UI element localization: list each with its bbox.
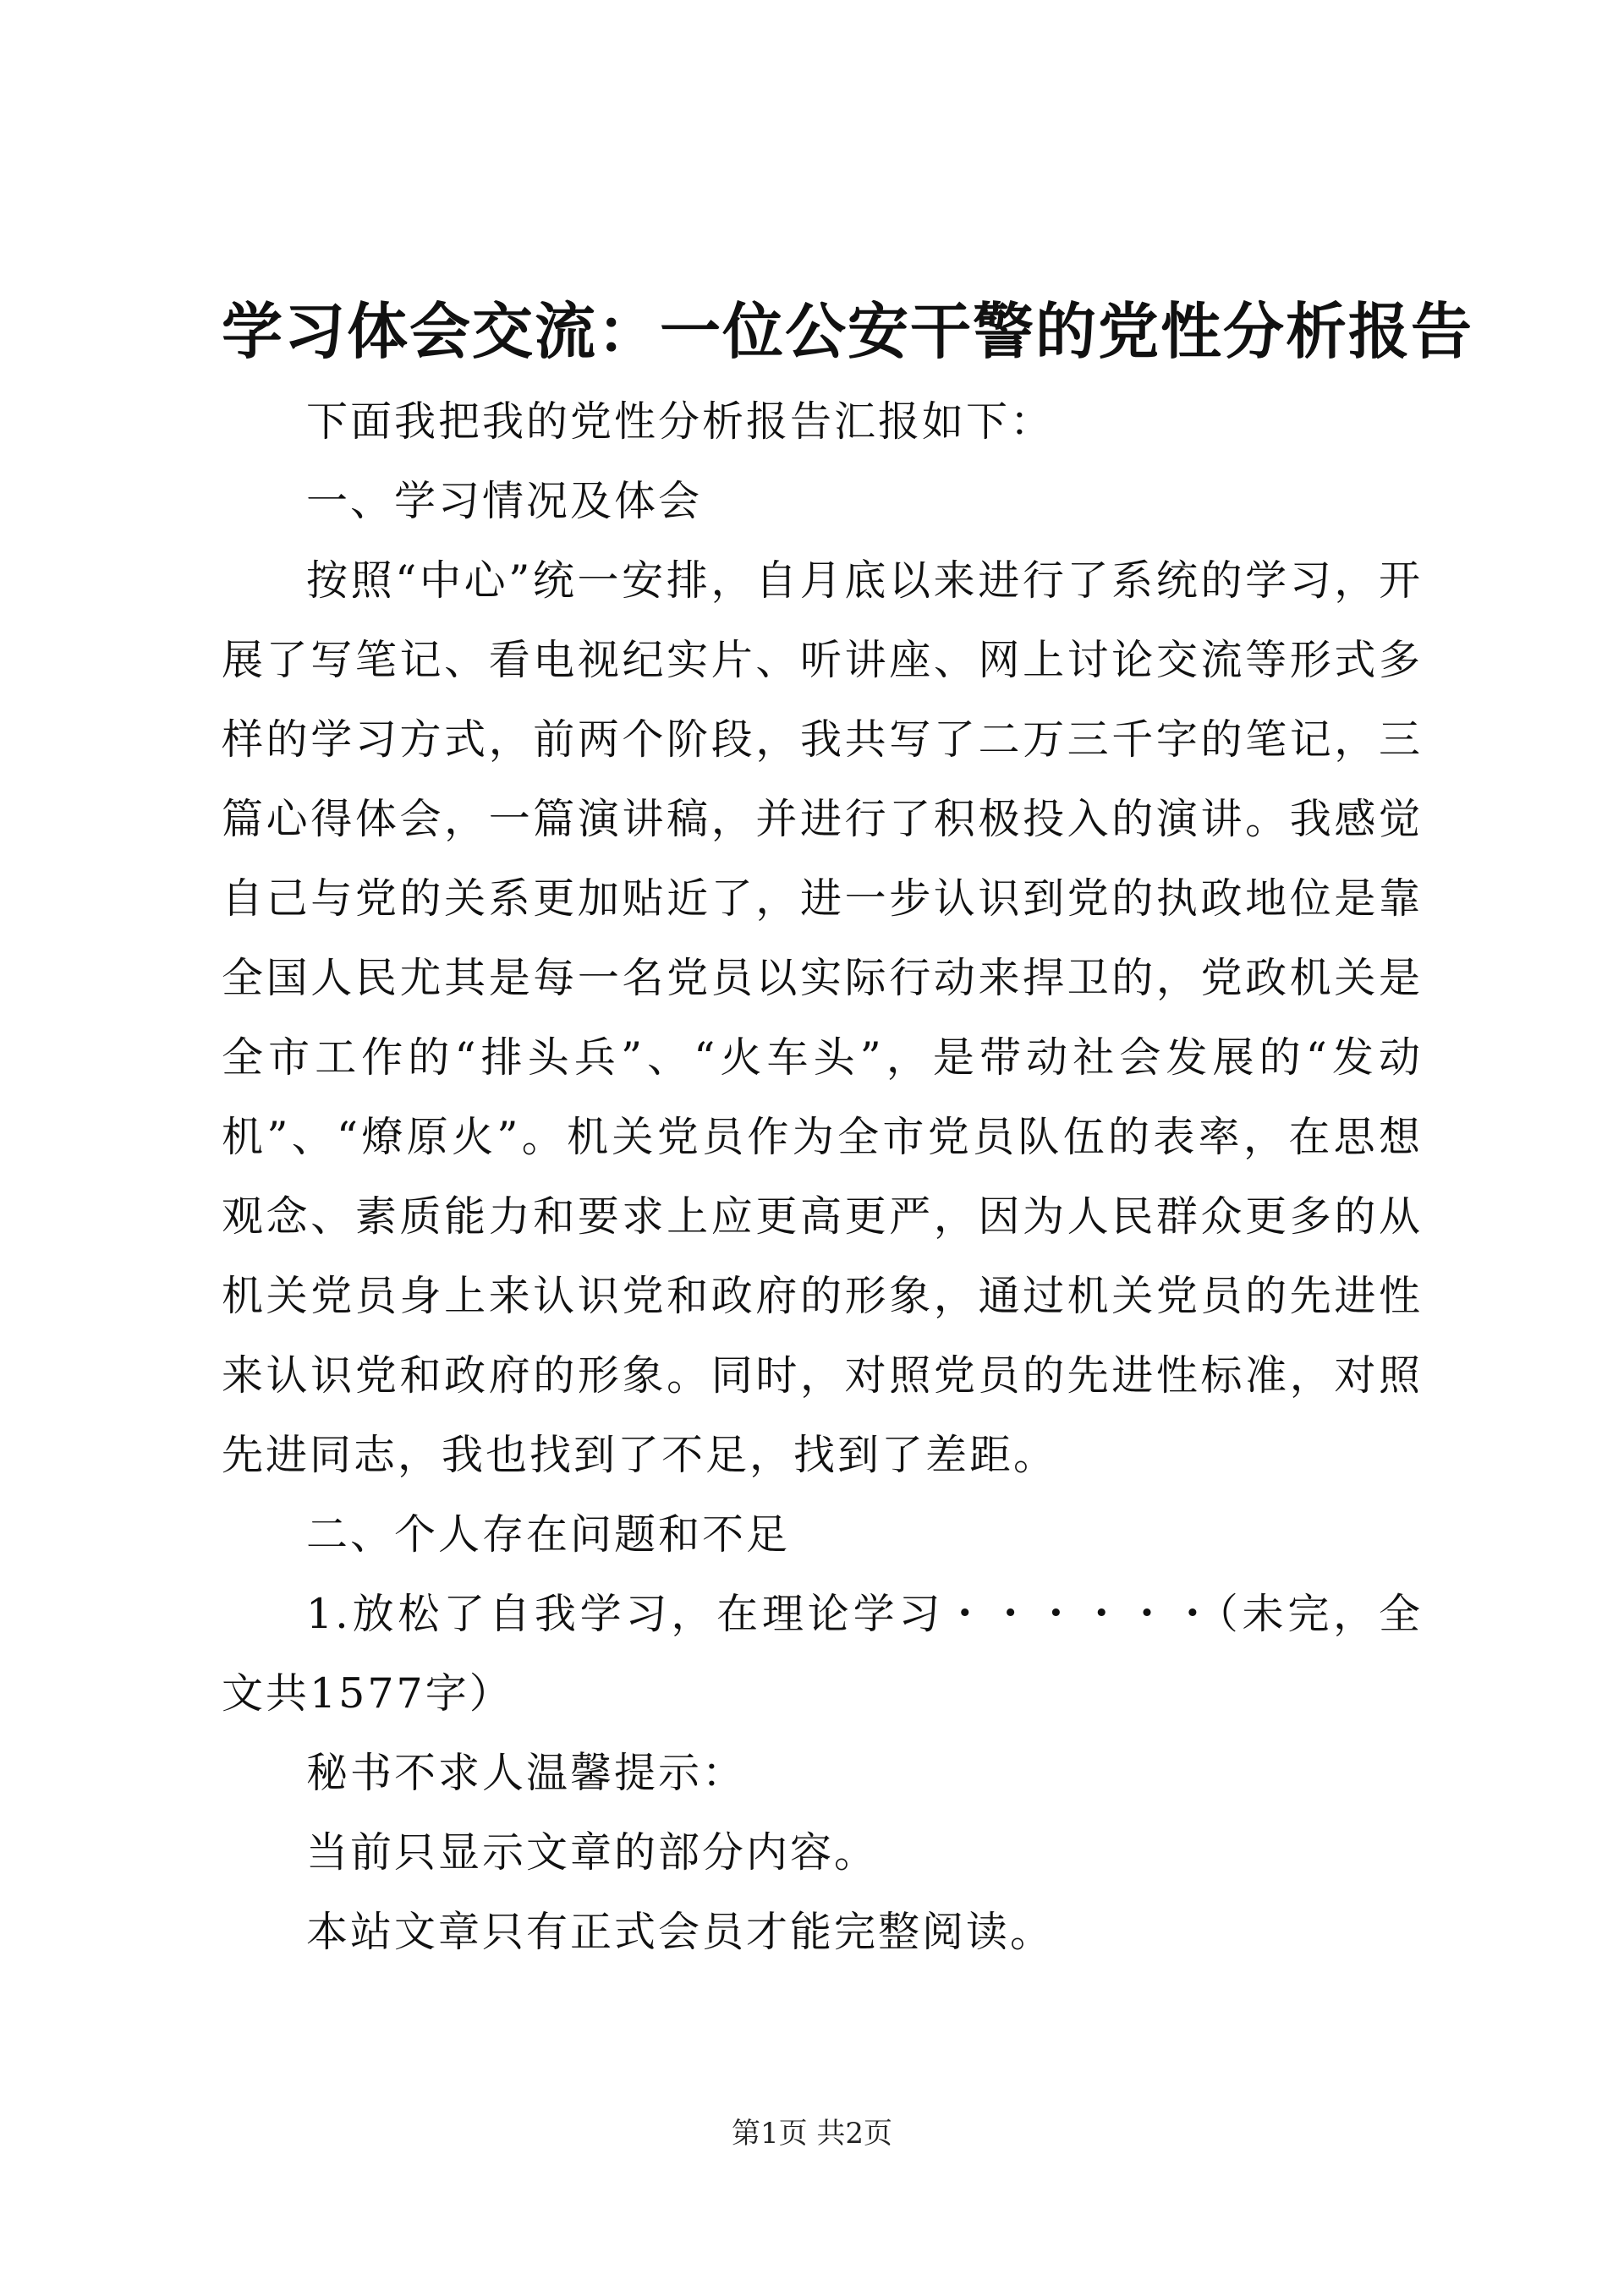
body-paragraph: 按照“中心”统一安排，自月底以来进行了系统的学习，开展了写笔记、看电视纪实片、听讲座、网上讨论交流等形式多样的学习方式，前两个阶段，我共写了二万三千字的笔记，三篇心得体会，一篇演讲稿，并进行了积极投入的演讲。我感觉自己与党的关系更加贴近了，进一步认识到党的执政地位是靠全国人民尤其是每一名党员以实际行动来捍卫的，党政机关是全市工作的“排头兵”、“火车头”，是带动社会发展的“发动机”、“燎原火”。机关党员作为全市党员队伍的表率，在思想观念、素质能力和要求上应更高更严，因为人民群众更多的从机关党员身上来认识党和政府的形象，通过机关党员的先进性来认识党和政府的形象。同时，对照党员的先进性标准，对照先进同志，我也找到了不足，找到了差距。 (222, 556, 1423, 1479)
document-body (222, 382, 1423, 1972)
notice-line-2: 本站文章只有正式会员才能完整阅读。 (306, 1908, 1055, 1956)
section-heading-2: 二、个人存在问题和不足 (306, 1510, 791, 1559)
page-number-footer: 第1页 共2页 (731, 2117, 893, 2151)
notice-line-1: 当前只显示文章的部分内容。 (306, 1828, 879, 1877)
document-title: 学习体会交流：一位公安干警的党性分析报告 (222, 295, 1474, 367)
section-heading-1: 一、学习情况及体会 (306, 477, 703, 525)
intro-paragraph: 下面我把我的党性分析报告汇报如下： (306, 397, 1055, 446)
truncated-item-paragraph: 1.放松了自我学习，在理论学习・・・・・・（未完，全文共1577字） (222, 1590, 1423, 1718)
notice-heading: 秘书不求人温馨提示： (306, 1749, 747, 1797)
